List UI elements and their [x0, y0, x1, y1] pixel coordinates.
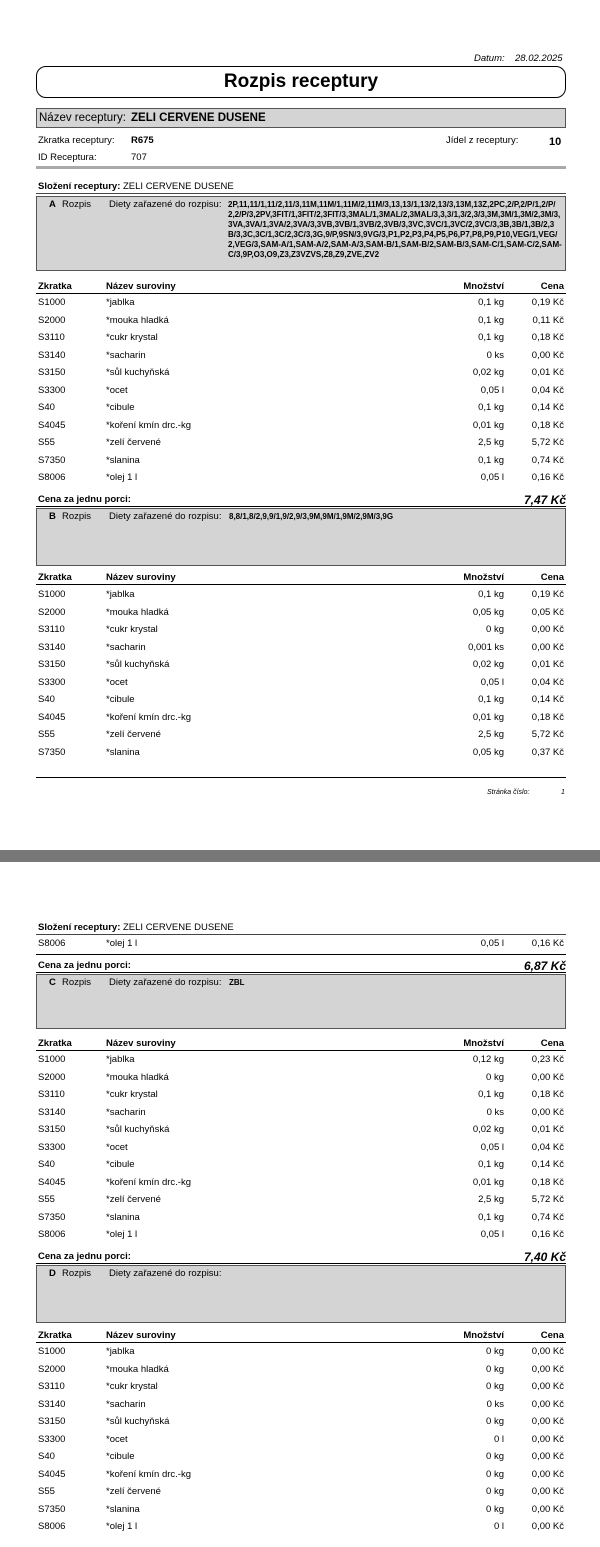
- cell-qty: 0,02 kg: [472, 367, 504, 378]
- abbr-label: Zkratka receptury:: [38, 135, 115, 146]
- cell-code: S55: [38, 1194, 55, 1205]
- col-code: Zkratka: [38, 1330, 72, 1341]
- cell-qty: 0,1 kg: [478, 314, 504, 326]
- table-row: [36, 659, 566, 676]
- cell-qty: 0,05 l: [480, 472, 504, 483]
- recipe-name: ZELI CERVENE DUSENE: [131, 112, 266, 124]
- cell-qty: 0,1 kg: [478, 1211, 504, 1223]
- table-row: [36, 694, 566, 711]
- rozpis-c-letter: C: [49, 977, 56, 988]
- cell-name: *slanina: [106, 1503, 140, 1515]
- portion-price-c: 7,40 Kč: [523, 1250, 566, 1264]
- cell-price: 0,19 Kč: [531, 297, 564, 308]
- col-price: Cena: [540, 572, 564, 583]
- cell-price: 0,00 Kč: [531, 1503, 564, 1515]
- cell-price: 5,72 Kč: [531, 437, 564, 448]
- rozpis-b-letter: B: [49, 511, 56, 522]
- cell-price: 0,18 Kč: [531, 711, 564, 723]
- cell-code: S3140: [38, 641, 66, 653]
- cell-name: *sůl kuchyňská: [106, 1416, 170, 1427]
- cell-code: S3140: [38, 1398, 66, 1410]
- cell-name: *cibule: [106, 402, 135, 413]
- table-d-header-rule: [36, 1342, 566, 1343]
- cell-name: *cukr krystal: [106, 624, 158, 635]
- table-row: [36, 1346, 566, 1363]
- rozpis-b-box: [36, 508, 566, 566]
- rozpis-d-diets-label: Diety zařazené do rozpisu:: [109, 1268, 222, 1279]
- cell-code: S3300: [38, 384, 66, 396]
- cell-qty: 0,1 kg: [478, 297, 504, 308]
- date-label: Datum:: [474, 53, 505, 64]
- table-row: [36, 332, 566, 349]
- table-b-header: [36, 572, 566, 589]
- table-row: [36, 1107, 566, 1124]
- composition-rule-2: [36, 934, 566, 935]
- cell-name: *slanina: [106, 746, 140, 758]
- cell-name: *sacharin: [106, 1398, 146, 1410]
- cell-qty: 0 kg: [486, 1468, 504, 1480]
- table-row: [36, 1142, 566, 1159]
- cell-code: S7350: [38, 746, 66, 758]
- table-row: [36, 1089, 566, 1106]
- table-row: [36, 420, 566, 437]
- composition-name: ZELI CERVENE DUSENE: [123, 922, 234, 933]
- rozpis-b-diets: 8,8/1,8/2,9,9/1,9/2,9/3,9M,9M/1,9M/2,9M/3,9G: [229, 512, 394, 521]
- cell-qty: 0,02 kg: [472, 1124, 504, 1135]
- cell-qty: 2,5 kg: [478, 437, 504, 448]
- table-row: [36, 297, 566, 314]
- id-value: 707: [131, 152, 147, 163]
- page-number-value: 1: [561, 789, 565, 796]
- portions-value: 10: [549, 136, 562, 148]
- cell-name: *sůl kuchyňská: [106, 659, 170, 670]
- portions-label: Jídel z receptury:: [446, 135, 519, 146]
- cell-price: 0,19 Kč: [531, 589, 564, 600]
- cell-name: *cukr krystal: [106, 1089, 158, 1100]
- rozpis-d-box: [36, 1265, 566, 1323]
- table-row: [36, 437, 566, 454]
- composition-label: Složení receptury:: [38, 181, 121, 192]
- col-price: Cena: [540, 281, 564, 292]
- cell-name: *zelí červené: [106, 729, 161, 740]
- portion-price-b: 6,87 Kč: [523, 959, 566, 973]
- rozpis-c-diets-label: Diety zařazené do rozpisu:: [109, 977, 222, 988]
- cell-qty: 0 kg: [486, 1071, 504, 1083]
- rozpis-a-letter: A: [49, 199, 56, 210]
- cell-price: 0,74 Kč: [531, 1211, 564, 1223]
- cell-name: *slanina: [106, 1211, 140, 1223]
- rozpis-c-label: Rozpis: [62, 977, 92, 988]
- cell-code: S1000: [38, 1346, 66, 1357]
- cell-qty: 0 kg: [486, 1346, 504, 1357]
- cell-code: S2000: [38, 1071, 66, 1083]
- cell-name: *sacharin: [106, 1106, 146, 1118]
- cell-price: 0,00 Kč: [531, 1468, 564, 1480]
- cell-qty: 0,05 l: [480, 1141, 504, 1153]
- abbr-value: R675: [131, 135, 154, 146]
- cell-code: S40: [38, 402, 55, 413]
- cell-name: *koření kmín drc.-kg: [106, 1468, 191, 1480]
- id-label: ID Receptura:: [38, 152, 97, 163]
- cell-code: S7350: [38, 454, 66, 466]
- cell-qty: 2,5 kg: [478, 729, 504, 740]
- page-footer-rule: [36, 777, 566, 778]
- cell-qty: 0 kg: [486, 1416, 504, 1427]
- table-row: [36, 1521, 566, 1538]
- table-row: [36, 1124, 566, 1141]
- col-code: Zkratka: [38, 1038, 72, 1049]
- cell-price: 0,37 Kč: [531, 746, 564, 758]
- cell-price: 0,00 Kč: [531, 641, 564, 653]
- table-row: [36, 472, 566, 489]
- table-row: [36, 624, 566, 641]
- table-row: [36, 1194, 566, 1211]
- cell-price: 0,04 Kč: [531, 676, 564, 688]
- table-row: [36, 1364, 566, 1381]
- cell-price: 0,00 Kč: [531, 349, 564, 361]
- page-separator: [0, 850, 600, 862]
- cell-price: 0,00 Kč: [531, 1381, 564, 1392]
- cell-qty: 2,5 kg: [478, 1194, 504, 1205]
- cell-qty: 0 kg: [486, 1381, 504, 1392]
- cell-name: *zelí červené: [106, 1194, 161, 1205]
- cell-price: 0,14 Kč: [531, 1159, 564, 1170]
- cell-name: *mouka hladká: [106, 1363, 169, 1375]
- cell-name: *olej 1 l: [106, 472, 138, 483]
- cell-code: S8006: [38, 1229, 66, 1240]
- cell-price: 0,00 Kč: [531, 624, 564, 635]
- col-qty: Množství: [463, 281, 504, 292]
- cell-price: 0,18 Kč: [531, 1089, 564, 1100]
- table-row: [36, 589, 566, 606]
- cell-qty: 0,12 kg: [472, 1054, 504, 1065]
- rozpis-a-label: Rozpis: [62, 199, 92, 210]
- title-box: [36, 66, 566, 98]
- cell-code: S8006: [38, 938, 66, 949]
- cell-qty: 0 ks: [486, 349, 504, 361]
- table-row: [36, 1399, 566, 1416]
- table-row: [36, 315, 566, 332]
- continued-rule: [36, 954, 566, 955]
- cell-price: 0,74 Kč: [531, 454, 564, 466]
- cell-code: S8006: [38, 472, 66, 483]
- cell-price: 5,72 Kč: [531, 1194, 564, 1205]
- table-row: [36, 712, 566, 729]
- cell-qty: 0 kg: [486, 1451, 504, 1462]
- cell-code: S3140: [38, 349, 66, 361]
- cell-price: 0,05 Kč: [531, 606, 564, 618]
- cell-price: 0,01 Kč: [531, 1124, 564, 1135]
- cell-qty: 0,1 kg: [478, 589, 504, 600]
- recipe-name-label: Název receptury:: [39, 112, 126, 124]
- cell-qty: 0,01 kg: [472, 419, 504, 431]
- cell-code: S40: [38, 694, 55, 705]
- cell-code: S7350: [38, 1211, 66, 1223]
- composition-line: [38, 181, 234, 192]
- cell-qty: 0 ks: [486, 1398, 504, 1410]
- cell-price: 0,23 Kč: [531, 1054, 564, 1065]
- table-row: [36, 1177, 566, 1194]
- table-row: [36, 1212, 566, 1229]
- rozpis-b-diets-label: Diety zařazené do rozpisu:: [109, 511, 222, 522]
- cell-name: *koření kmín drc.-kg: [106, 711, 191, 723]
- cell-name: *koření kmín drc.-kg: [106, 1176, 191, 1188]
- cell-qty: 0,001 ks: [468, 641, 504, 653]
- cell-code: S1000: [38, 589, 66, 600]
- cell-name: *ocet: [106, 1141, 128, 1153]
- cell-code: S1000: [38, 1054, 66, 1065]
- table-row: [36, 938, 566, 955]
- cell-name: *ocet: [106, 676, 128, 688]
- table-row: [36, 350, 566, 367]
- cell-price: 0,00 Kč: [531, 1451, 564, 1462]
- table-row: [36, 1072, 566, 1089]
- cell-qty: 0 ks: [486, 1106, 504, 1118]
- cell-code: S3300: [38, 676, 66, 688]
- cell-code: S3110: [38, 1089, 65, 1100]
- cell-qty: 0 kg: [486, 624, 504, 635]
- table-row: [36, 747, 566, 764]
- cell-name: *sůl kuchyňská: [106, 1124, 170, 1135]
- cell-name: *zelí červené: [106, 437, 161, 448]
- cell-price: 0,18 Kč: [531, 419, 564, 431]
- cell-name: *olej 1 l: [106, 938, 138, 949]
- cell-code: S7350: [38, 1503, 66, 1515]
- cell-qty: 0 kg: [486, 1363, 504, 1375]
- cell-price: 0,04 Kč: [531, 384, 564, 396]
- cell-qty: 0,1 kg: [478, 454, 504, 466]
- rozpis-b-label: Rozpis: [62, 511, 92, 522]
- table-row: [36, 455, 566, 472]
- cell-name: *cibule: [106, 1159, 135, 1170]
- cell-price: 0,01 Kč: [531, 659, 564, 670]
- cell-code: S8006: [38, 1521, 66, 1532]
- page-number-label: Stránka číslo:: [487, 789, 530, 796]
- composition-label: Složení receptury:: [38, 922, 121, 933]
- col-code: Zkratka: [38, 572, 72, 583]
- cell-price: 0,00 Kč: [531, 1398, 564, 1410]
- cell-name: *sůl kuchyňská: [106, 367, 170, 378]
- table-row: [36, 1159, 566, 1176]
- table-row: [36, 1229, 566, 1246]
- table-row: [36, 367, 566, 384]
- col-qty: Množství: [463, 1330, 504, 1341]
- cell-qty: 0,05 l: [480, 1229, 504, 1240]
- cell-code: S3150: [38, 1416, 66, 1427]
- cell-code: S4045: [38, 1176, 66, 1188]
- cell-name: *slanina: [106, 454, 140, 466]
- rozpis-a-diets-label: Diety zařazené do rozpisu:: [109, 199, 222, 210]
- col-name: Název suroviny: [106, 281, 176, 292]
- portion-price-label-b: Cena za jednu porci:: [38, 960, 131, 971]
- cell-price: 0,01 Kč: [531, 367, 564, 378]
- rozpis-d-label: Rozpis: [62, 1268, 92, 1279]
- table-c-header: [36, 1038, 566, 1055]
- cell-name: *sacharin: [106, 641, 146, 653]
- cell-code: S3140: [38, 1106, 66, 1118]
- cell-price: 0,00 Kč: [531, 1106, 564, 1118]
- table-row: [36, 642, 566, 659]
- cell-code: S55: [38, 1486, 55, 1497]
- table-row: [36, 1054, 566, 1071]
- cell-name: *mouka hladká: [106, 314, 169, 326]
- cell-code: S55: [38, 729, 55, 740]
- total-b-rule: [36, 972, 566, 973]
- col-name: Název suroviny: [106, 572, 176, 583]
- cell-code: S3110: [38, 1381, 65, 1392]
- portion-price-a: 7,47 Kč: [523, 493, 566, 507]
- table-row: [36, 1504, 566, 1521]
- table-row: [36, 607, 566, 624]
- cell-name: *mouka hladká: [106, 1071, 169, 1083]
- col-qty: Množství: [463, 1038, 504, 1049]
- cell-price: 0,18 Kč: [531, 332, 564, 343]
- col-price: Cena: [540, 1038, 564, 1049]
- cell-price: 0,00 Kč: [531, 1486, 564, 1497]
- col-qty: Množství: [463, 572, 504, 583]
- cell-price: 0,14 Kč: [531, 694, 564, 705]
- cell-name: *jablka: [106, 1054, 135, 1065]
- cell-qty: 0 l: [493, 1433, 504, 1445]
- cell-name: *ocet: [106, 384, 128, 396]
- cell-price: 0,18 Kč: [531, 1176, 564, 1188]
- cell-name: *cukr krystal: [106, 1381, 158, 1392]
- cell-price: 0,11 Kč: [532, 314, 564, 326]
- table-a-header: [36, 281, 566, 298]
- cell-price: 0,16 Kč: [531, 1229, 564, 1240]
- cell-code: S3150: [38, 659, 66, 670]
- cell-code: S2000: [38, 1363, 66, 1375]
- table-a-header-rule: [36, 293, 566, 294]
- cell-qty: 0,1 kg: [478, 402, 504, 413]
- cell-qty: 0,01 kg: [472, 711, 504, 723]
- page-title: Rozpis receptury: [223, 71, 379, 92]
- rozpis-d-letter: D: [49, 1268, 56, 1279]
- cell-code: S40: [38, 1159, 55, 1170]
- cell-name: *jablka: [106, 297, 135, 308]
- cell-qty: 0,1 kg: [478, 332, 504, 343]
- cell-qty: 0,05 l: [480, 384, 504, 396]
- col-price: Cena: [540, 1330, 564, 1341]
- cell-price: 0,04 Kč: [531, 1141, 564, 1153]
- date-value: 28.02.2025: [515, 53, 563, 64]
- cell-name: *cukr krystal: [106, 332, 158, 343]
- cell-name: *mouka hladká: [106, 606, 169, 618]
- cell-price: 0,00 Kč: [531, 1433, 564, 1445]
- cell-price: 0,16 Kč: [531, 938, 564, 949]
- table-row: [36, 385, 566, 402]
- cell-name: *olej 1 l: [106, 1521, 138, 1532]
- cell-price: 0,00 Kč: [531, 1416, 564, 1427]
- cell-qty: 0,05 l: [480, 938, 504, 949]
- table-c-header-rule: [36, 1050, 566, 1051]
- rozpis-a-diets: 2P,11,11/1,11/2,11/3,11M,11M/1,11M/2,11M/3,13,13/1,13/2,13/3,13M,13Z,2PC,2/P,2/P/1,2/P/2,2/P/3,2PV,3FIT/1,3FIT/2,3FIT/3,3MAL/1,3MAL/2,3MAL/3,3,3/1,3/2,3/3,3M,3M/1,3M/2,3M/3,3VA,3VA/1,3VA/2,3VA/3,3VB,3VB/1,3VB/2,3VB/3,3VC,3VC/1,3VC/2,3VC/3,3B,3B/1,3B/2,3B/3,3C,3C/1,3C/2,3C/3,3G,9/P,9SN/3,9VG/3,P1,P2,P3,P4,P5,P6,P7,P8,P9,P10,VEG/1,VEG/2,VEG/3,SAM-A/1,SAM-A/2,SAM-A/3,SAM-B/1,SAM-B/2,SAM-B/3,SAM-C/1,SAM-C/2,SAM-C/3,9P,O3,O9,Z3,Z3VZVS,Z8,Z9,ZVE,ZV2: [228, 200, 562, 259]
- cell-price: 0,00 Kč: [531, 1071, 564, 1083]
- cell-qty: 0,1 kg: [478, 694, 504, 705]
- cell-price: 0,00 Kč: [531, 1346, 564, 1357]
- table-b-header-rule: [36, 584, 566, 585]
- table-row: [36, 1416, 566, 1433]
- total-c-rule: [36, 1263, 566, 1264]
- portion-price-label-c: Cena za jednu porci:: [38, 1251, 131, 1262]
- cell-code: S2000: [38, 314, 66, 326]
- cell-name: *zelí červené: [106, 1486, 161, 1497]
- cell-price: 0,00 Kč: [531, 1521, 564, 1532]
- table-row: [36, 1469, 566, 1486]
- cell-qty: 0,1 kg: [478, 1089, 504, 1100]
- cell-qty: 0,05 l: [480, 676, 504, 688]
- total-a-rule: [36, 506, 566, 507]
- cell-qty: 0,02 kg: [472, 659, 504, 670]
- table-row: [36, 1434, 566, 1451]
- cell-name: *ocet: [106, 1433, 128, 1445]
- table-row: [36, 1486, 566, 1503]
- rozpis-c-diets: ZBL: [229, 978, 245, 987]
- composition-name: ZELI CERVENE DUSENE: [123, 181, 234, 192]
- cell-name: *cibule: [106, 694, 135, 705]
- cell-code: S3110: [38, 624, 65, 635]
- cell-code: S4045: [38, 1468, 66, 1480]
- composition-line-2: [38, 922, 234, 933]
- table-row: [36, 1381, 566, 1398]
- cell-name: *olej 1 l: [106, 1229, 138, 1240]
- cell-code: S4045: [38, 711, 66, 723]
- table-row: [36, 677, 566, 694]
- table-d-header: [36, 1330, 566, 1347]
- table-row: [36, 402, 566, 419]
- portion-price-label-a: Cena za jednu porci:: [38, 494, 131, 505]
- cell-code: S2000: [38, 606, 66, 618]
- header-separator: [36, 166, 566, 169]
- cell-code: S3300: [38, 1433, 66, 1445]
- cell-code: S40: [38, 1451, 55, 1462]
- cell-price: 0,16 Kč: [531, 472, 564, 483]
- cell-qty: 0,01 kg: [472, 1176, 504, 1188]
- cell-qty: 0,1 kg: [478, 1159, 504, 1170]
- cell-code: S3110: [38, 332, 65, 343]
- cell-qty: 0 kg: [486, 1486, 504, 1497]
- cell-code: S3300: [38, 1141, 66, 1153]
- table-row: [36, 729, 566, 746]
- cell-price: 0,14 Kč: [531, 402, 564, 413]
- recipe-name-box: [36, 108, 566, 128]
- cell-name: *cibule: [106, 1451, 135, 1462]
- col-name: Název suroviny: [106, 1038, 176, 1049]
- cell-code: S4045: [38, 419, 66, 431]
- cell-qty: 0,05 kg: [472, 746, 504, 758]
- cell-name: *jablka: [106, 1346, 135, 1357]
- cell-price: 0,00 Kč: [531, 1363, 564, 1375]
- cell-name: *sacharin: [106, 349, 146, 361]
- cell-code: S55: [38, 437, 55, 448]
- composition-rule: [36, 193, 566, 194]
- cell-qty: 0 kg: [486, 1503, 504, 1515]
- cell-qty: 0,05 kg: [472, 606, 504, 618]
- cell-code: S3150: [38, 1124, 66, 1135]
- rozpis-c-box: [36, 974, 566, 1029]
- cell-code: S1000: [38, 297, 66, 308]
- cell-name: *koření kmín drc.-kg: [106, 419, 191, 431]
- cell-price: 5,72 Kč: [531, 729, 564, 740]
- cell-qty: 0 l: [493, 1521, 504, 1532]
- col-name: Název suroviny: [106, 1330, 176, 1341]
- cell-code: S3150: [38, 367, 66, 378]
- cell-name: *jablka: [106, 589, 135, 600]
- col-code: Zkratka: [38, 281, 72, 292]
- table-row: [36, 1451, 566, 1468]
